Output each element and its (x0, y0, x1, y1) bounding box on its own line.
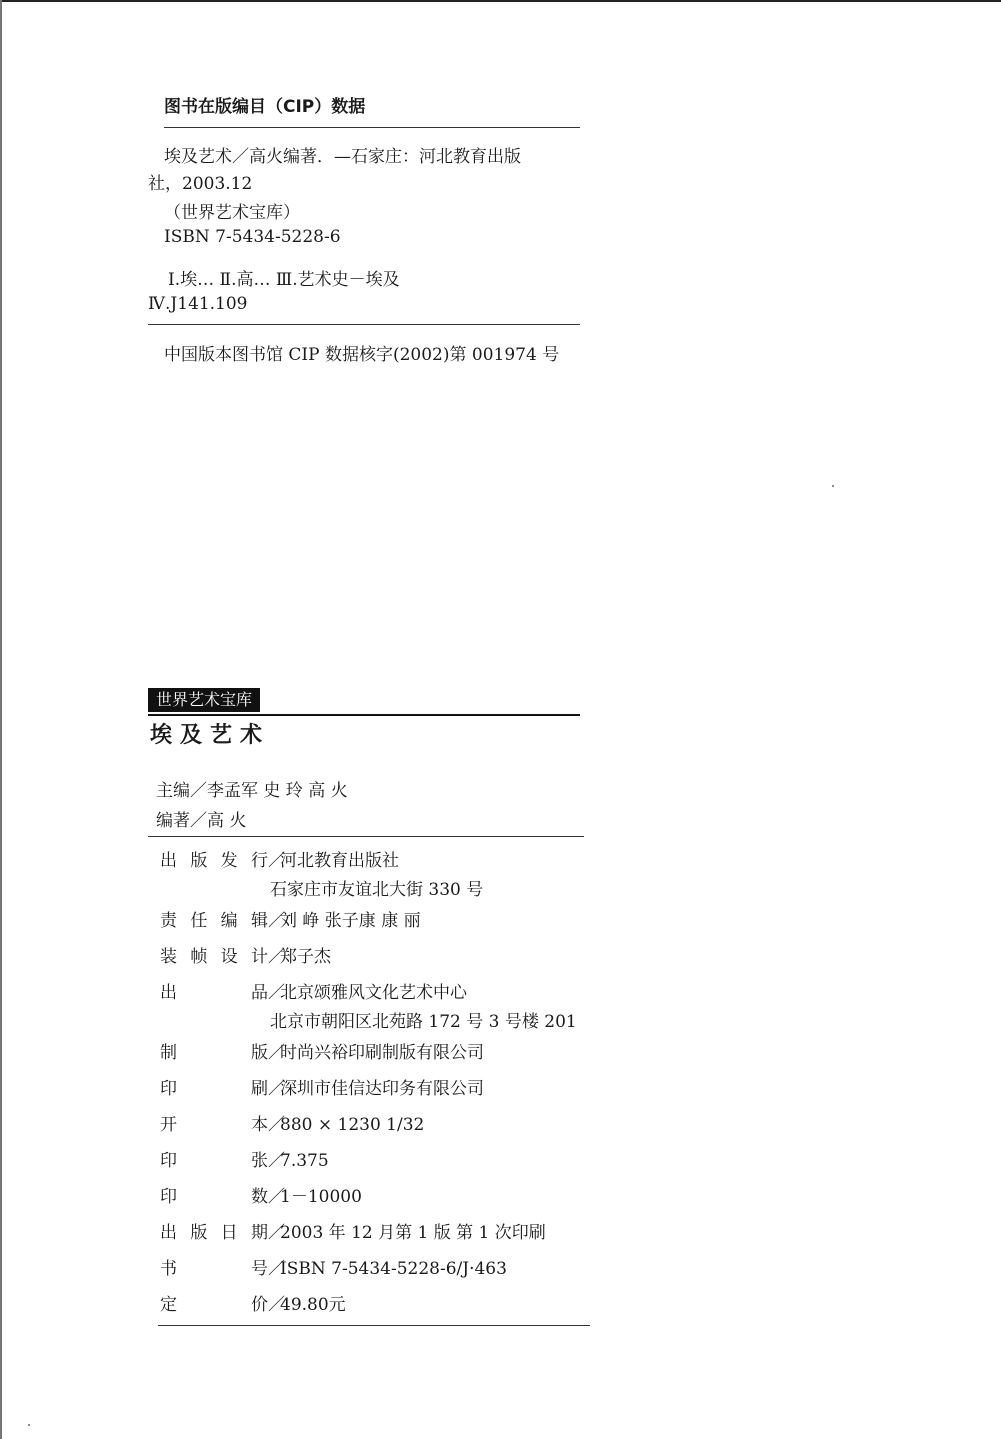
row-value: 7.375 (280, 1151, 329, 1171)
row-label: 书号 (160, 1259, 268, 1279)
scan-speck (28, 1424, 30, 1426)
row-producer-address: 北京市朝阳区北苑路 172 号 3 号楼 201 (270, 1012, 577, 1032)
scan-top-edge (0, 0, 1001, 2)
row-publisher-address: 石家庄市友谊北大街 330 号 (270, 880, 484, 900)
cip-line: Ⅳ.J141.109 (148, 294, 248, 314)
cip-approval-number: 中国版本图书馆 CIP 数据核字(2002)第 001974 号 (164, 345, 560, 365)
row-label: 印数 (160, 1187, 268, 1207)
cip-line: ISBN 7-5434-5228-6 (164, 227, 341, 247)
row-label: 制版 (160, 1043, 268, 1063)
row-label: 装帧设计 (160, 947, 268, 967)
row-label: 定价 (160, 1295, 268, 1315)
row-value: 2003 年 12 月第 1 版 第 1 次印刷 (280, 1223, 546, 1243)
credit-editor-in-chief (156, 776, 348, 801)
colophon-mid-rule (148, 836, 584, 837)
cip-line: Ⅰ.埃… Ⅱ.高… Ⅲ.艺术史－埃及 (168, 270, 400, 290)
row-value: 49.80元 (280, 1295, 346, 1315)
scan-speck (832, 485, 834, 487)
row-value: 880 × 1230 1/32 (280, 1115, 425, 1135)
row-label: 出版日期 (160, 1223, 268, 1243)
credit-compiler (156, 806, 246, 831)
row-label: 印刷 (160, 1079, 268, 1099)
cip-line: 社，2003.12 (148, 174, 253, 194)
cip-bottom-rule (148, 324, 580, 325)
cip-line: （世界艺术宝库） (164, 203, 300, 223)
scan-left-edge (0, 0, 2, 1439)
row-producer: 出品／北京颂雅风文化艺术中心 (160, 978, 467, 1003)
row-label: 责任编辑 (160, 911, 268, 931)
series-bar (148, 688, 580, 716)
credit-value: 李孟军 史 玲 高 火 (207, 781, 348, 801)
row-book-design: 装帧设计／郑子杰 (160, 942, 331, 967)
book-title: 埃及艺术 (150, 723, 271, 748)
colophon-bottom-rule (158, 1325, 590, 1326)
row-value: 时尚兴裕印刷制版有限公司 (280, 1043, 484, 1063)
row-label: 出版发行 (160, 851, 268, 871)
row-print-run: 印数／1－10000 (160, 1182, 362, 1207)
row-label: 出品 (160, 983, 268, 1003)
cip-top-rule (164, 127, 580, 128)
series-label: 世界艺术宝库 (148, 688, 260, 712)
row-label: 印张 (160, 1151, 268, 1171)
credit-value: 高 火 (207, 811, 247, 831)
row-publisher: 出版发行／河北教育出版社 (160, 846, 399, 871)
cip-line: 埃及艺术／高火编著．—石家庄：河北教育出版 (164, 147, 521, 167)
row-value: ISBN 7-5434-5228-6/J·463 (280, 1259, 507, 1279)
row-publication-date: 出版日期／2003 年 12 月第 1 版 第 1 次印刷 (160, 1218, 546, 1243)
row-value: 郑子杰 (280, 947, 331, 967)
row-format: 开本／880 × 1230 1/32 (160, 1110, 424, 1135)
row-value: 刘 峥 张子康 康 丽 (280, 911, 421, 931)
row-printing: 印刷／深圳市佳信达印务有限公司 (160, 1074, 484, 1099)
row-value: 1－10000 (280, 1187, 362, 1207)
row-value: 北京颂雅风文化艺术中心 (280, 983, 467, 1003)
credit-label: 主编／ (156, 781, 207, 801)
row-book-number: 书号／ISBN 7-5434-5228-6/J·463 (160, 1254, 507, 1279)
cip-heading: 图书在版编目（CIP）数据 (164, 97, 366, 117)
row-label: 开本 (160, 1115, 268, 1135)
credit-label: 编著／ (156, 811, 207, 831)
row-plate-making: 制版／时尚兴裕印刷制版有限公司 (160, 1038, 484, 1063)
row-value: 河北教育出版社 (280, 851, 399, 871)
row-value: 深圳市佳信达印务有限公司 (280, 1079, 484, 1099)
row-price: 定价／49.80元 (160, 1290, 346, 1315)
row-printed-sheets: 印张／7.375 (160, 1146, 329, 1171)
row-responsible-editor: 责任编辑／刘 峥 张子康 康 丽 (160, 906, 421, 931)
